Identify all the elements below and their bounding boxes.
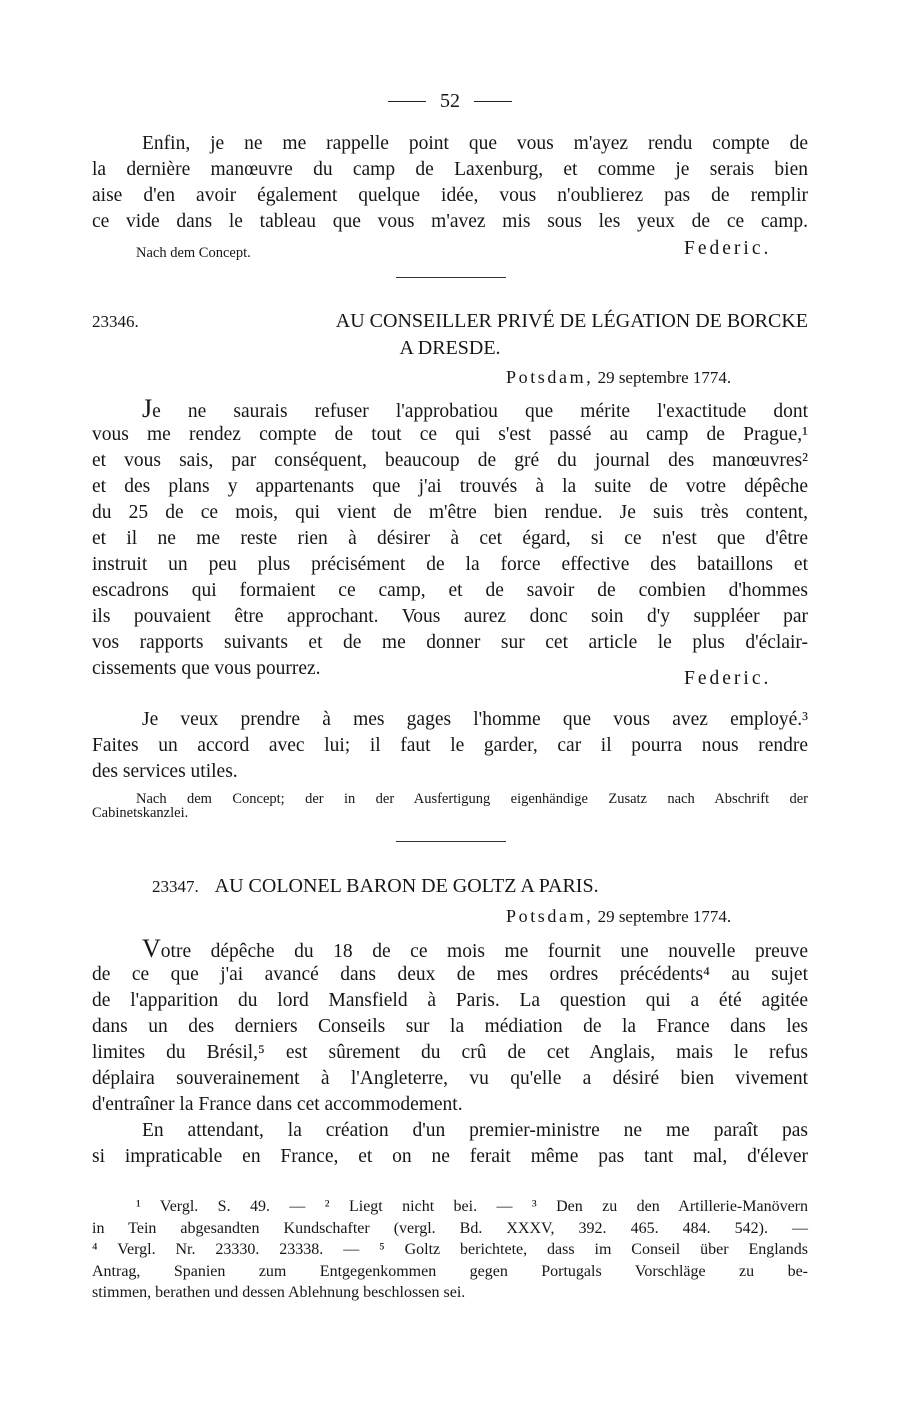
dateline-date: 29 septembre 1774. (597, 907, 732, 926)
letter-number: 23347. (152, 877, 199, 896)
section-divider (396, 277, 506, 278)
header-dash-right (474, 101, 512, 102)
footnote-line: stimmen, berathen und dessen Ablehnung beschlossen sei. (92, 1284, 466, 1301)
text-line: et vous sais, par conséquent, beaucoup de gré du journal des manœuvres² (92, 450, 808, 471)
text-line: dans un des derniers Conseils sur la médiation de la France dans les (92, 1016, 808, 1037)
dateline-place: Potsdam, (506, 367, 594, 387)
letter-body-23346 (92, 396, 808, 682)
letter-body-23347 (92, 936, 808, 1170)
text-line: ce vide dans le tableau que vous m'avez mis sous les yeux de ce camp. (92, 211, 808, 232)
text-line: limites du Brésil,⁵ est sûrement du crû de cet Anglais, mais le refus (92, 1042, 808, 1063)
letter-number: 23346. (92, 312, 139, 331)
source-note: Nach dem Concept. (136, 245, 251, 261)
text-line: Cabinetskanzlei. (92, 805, 189, 821)
text-line: d'entraîner la France dans cet accommodement. (92, 1094, 463, 1115)
text-line: aise d'en avoir également quelque idée, vous n'oublierez pas de remplir (92, 185, 808, 206)
header-dash-left (388, 101, 426, 102)
text-line: la dernière manœuvre du camp de Laxenburg, et comme je serais bien (92, 159, 808, 180)
dateline-place: Potsdam, (506, 906, 594, 926)
text-line: Je veux prendre à mes gages l'homme que vous avez employé.³ (142, 709, 808, 730)
text-line: du 25 de ce mois, qui vient de m'être bien rendue. Je suis très content, (92, 502, 808, 523)
footnote-line: ¹ Vergl. S. 49. — ² Liegt nicht bei. — ³ Den zu den Artillerie-Manövern (136, 1198, 808, 1215)
letter-heading-23347 (152, 873, 772, 900)
text-line: vous me rendez compte de tout ce qui s'est passé au camp de Prague,¹ (92, 424, 808, 445)
text-line-rest: otre dépêche du 18 de ce mois me fournit une nouvelle preuve (160, 941, 808, 962)
text-line: En attendant, la création d'un premier-ministre ne me paraît pas (142, 1120, 808, 1141)
footnote-line: in Tein abgesandten Kundschafter (vergl. Bd. XXXV, 392. 465. 484. 542). — (92, 1219, 808, 1237)
text-line: de l'apparition du lord Mansfield à Paris. La question qui a été agitée (92, 990, 808, 1011)
footnotes (92, 1196, 808, 1304)
source-note (92, 792, 808, 820)
text-line: et des plans y appartenants que j'ai trouvés à la suite de votre dépêche (92, 476, 808, 497)
signature: Federic. (684, 238, 772, 259)
footnote-line: Antrag, Spanien zum Entgegenkommen gegen Portugals Vorschläge zu be- (92, 1262, 808, 1280)
letter-recipient: AU CONSEILLER PRIVÉ DE LÉGATION DE BORCKE (335, 310, 808, 332)
text-line: Nach dem Concept; der in der Ausfertigung eigenhändige Zusatz nach Abschrift der (136, 791, 808, 807)
section-divider (396, 841, 506, 842)
letter-recipient: AU COLONEL BARON DE GOLTZ A PARIS. (214, 875, 599, 897)
dateline (506, 367, 731, 388)
text-line: ils pouvaient être approchant. Vous aurez donc soin d'y suppléer par (92, 606, 808, 627)
text-line (92, 396, 808, 422)
text-line: des services utiles. (92, 761, 238, 782)
text-line: Faites un accord avec lui; il faut le garder, car il pourra nous rendre (92, 735, 808, 756)
letter-heading-23346 (92, 308, 808, 361)
text-line: cissements que vous pourrez. (92, 658, 321, 679)
text-line: déplaira souverainement à l'Angleterre, vu qu'elle a désiré bien vivement (92, 1068, 808, 1089)
text-line: instruit un peu plus précisément de la force effective des bataillons et (92, 554, 808, 575)
paragraph-enfin (92, 131, 808, 235)
drop-cap: J (142, 394, 153, 423)
text-line: de ce que j'ai avancé dans deux de mes ordres précédents⁴ au sujet (92, 964, 808, 985)
text-line (92, 936, 808, 962)
page-number: 52 (440, 89, 460, 112)
postscript (92, 707, 808, 785)
text-line: et il ne me reste rien à désirer à cet égard, si ce n'est que d'être (92, 528, 808, 549)
text-line: escadrons qui formaient ce camp, et de savoir de combien d'hommes (92, 580, 808, 601)
signature: Federic. (684, 668, 772, 689)
footnote-line: ⁴ Vergl. Nr. 23330. 23338. — ⁵ Goltz berichtete, dass im Conseil über Englands (92, 1241, 808, 1258)
text-line: vos rapports suivants et de me donner sur cet article le plus d'éclair- (92, 632, 808, 653)
drop-cap: V (142, 934, 161, 963)
letter-recipient-place: A DRESDE. (399, 337, 501, 359)
text-line: Enfin, je ne me rappelle point que vous m'ayez rendu compte de (142, 133, 808, 154)
text-line-rest: e ne saurais refuser l'approbatiou que mérite l'exactitude dont (152, 401, 808, 422)
text-line: si impraticable en France, et on ne ferait même pas tant mal, d'élever (92, 1146, 808, 1167)
dateline (506, 906, 731, 927)
page-header (0, 84, 900, 118)
dateline-date: 29 septembre 1774. (597, 368, 732, 387)
